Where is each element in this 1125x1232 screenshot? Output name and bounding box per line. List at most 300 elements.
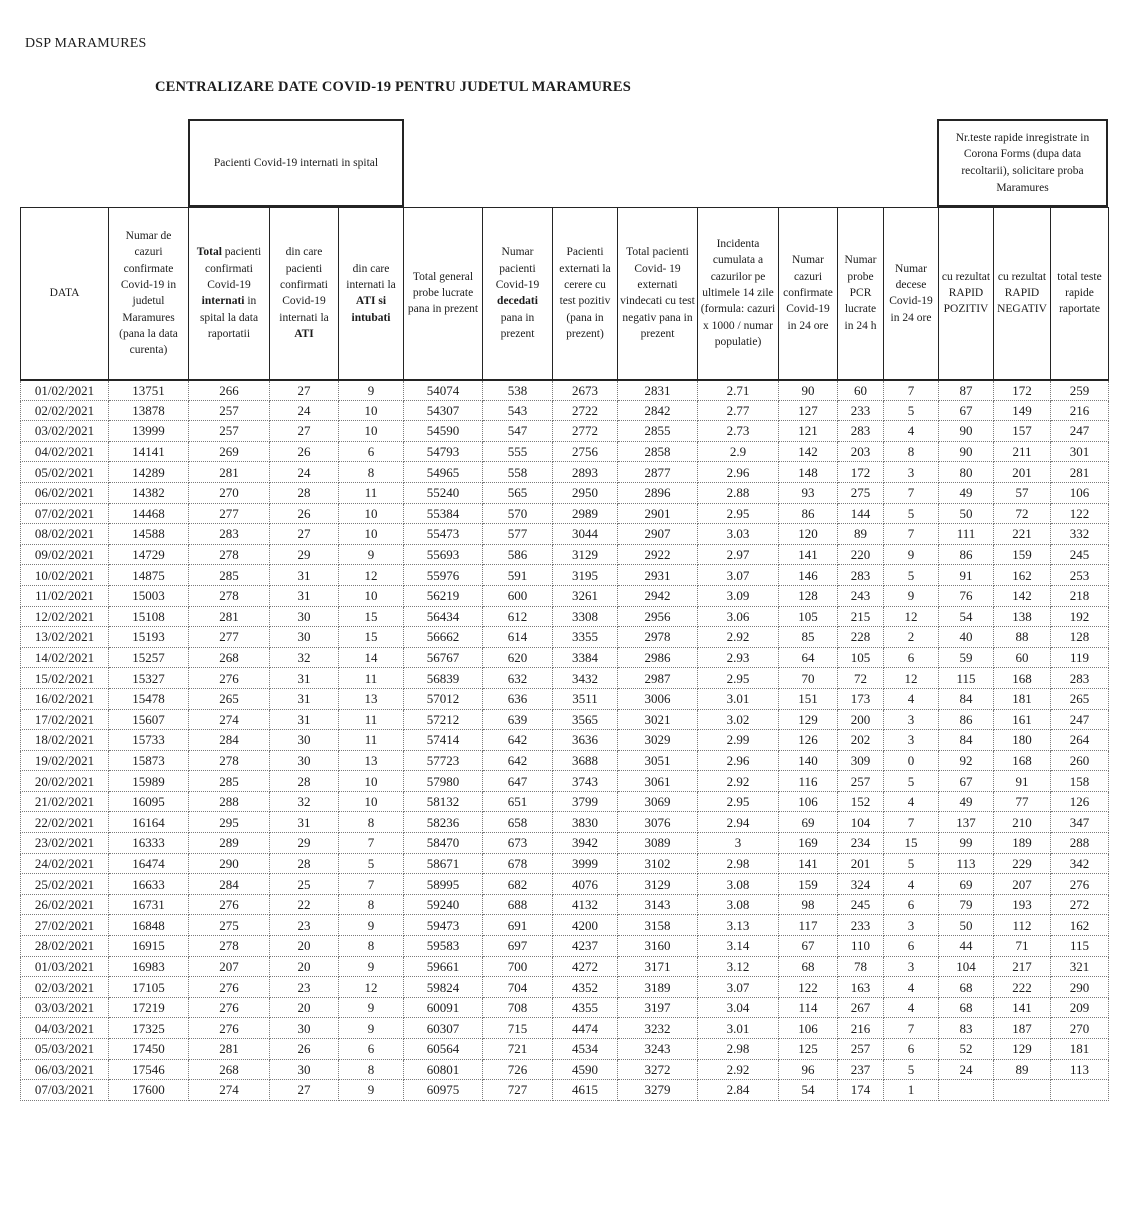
table-cell: 07/02/2021	[21, 503, 109, 524]
table-cell: 54965	[404, 462, 483, 483]
table-cell: 2877	[618, 462, 698, 483]
column-header: Numar de cazuri confirmate Covid-19 in judetul Maramures (pana la data curenta)	[109, 208, 189, 380]
table-cell: 2.88	[698, 482, 779, 503]
table-cell: 3.08	[698, 874, 779, 895]
table-cell: 257	[189, 421, 270, 442]
table-cell: 15327	[109, 668, 189, 689]
column-header: Total pacienti confirmati Covid-19 internati in spital la data raportatii	[189, 208, 270, 380]
table-cell: 189	[994, 833, 1051, 854]
table-cell: 60	[994, 647, 1051, 668]
table-cell: 4534	[553, 1039, 618, 1060]
table-cell: 27	[270, 380, 339, 401]
table-cell: 257	[189, 400, 270, 421]
table-cell: 56434	[404, 606, 483, 627]
table-cell: 20	[270, 997, 339, 1018]
table-cell	[1051, 1080, 1109, 1101]
table-cell: 2772	[553, 421, 618, 442]
table-cell: 10	[339, 791, 404, 812]
table-cell: 201	[838, 853, 884, 874]
table-cell: 59824	[404, 977, 483, 998]
table-cell: 269	[189, 441, 270, 462]
table-cell: 14141	[109, 441, 189, 462]
table-cell: 4	[884, 791, 939, 812]
table-cell: 68	[939, 977, 994, 998]
table-cell: 60564	[404, 1039, 483, 1060]
table-cell: 152	[838, 791, 884, 812]
table-cell: 10	[339, 771, 404, 792]
table-cell: 570	[483, 503, 553, 524]
table-cell: 8	[884, 441, 939, 462]
table-cell: 209	[1051, 997, 1109, 1018]
table-cell: 90	[779, 380, 838, 401]
table-cell: 3006	[618, 688, 698, 709]
table-cell: 3.12	[698, 956, 779, 977]
table-cell: 3029	[618, 730, 698, 751]
table-row	[21, 1059, 1109, 1080]
table-cell: 247	[1051, 709, 1109, 730]
column-header: Numar probe PCR lucrate in 24 h	[838, 208, 884, 380]
table-cell: 265	[1051, 688, 1109, 709]
table-cell: 673	[483, 833, 553, 854]
table-cell: 277	[189, 627, 270, 648]
table-cell: 148	[779, 462, 838, 483]
table-cell: 3688	[553, 750, 618, 771]
table-cell: 56219	[404, 585, 483, 606]
table-cell: 2.92	[698, 627, 779, 648]
table-cell: 142	[994, 585, 1051, 606]
table-cell: 21/02/2021	[21, 791, 109, 812]
table-cell: 2950	[553, 482, 618, 503]
table-cell: 203	[838, 441, 884, 462]
table-cell: 10	[339, 585, 404, 606]
table-cell: 3636	[553, 730, 618, 751]
table-cell: 84	[939, 730, 994, 751]
table-cell: 67	[939, 771, 994, 792]
table-cell: 281	[1051, 462, 1109, 483]
table-cell: 31	[270, 812, 339, 833]
table-cell: 31	[270, 709, 339, 730]
table-cell: 15193	[109, 627, 189, 648]
table-cell: 56662	[404, 627, 483, 648]
table-cell: 23	[270, 915, 339, 936]
table-cell: 215	[838, 606, 884, 627]
table-cell: 3129	[618, 874, 698, 895]
table-cell: 2931	[618, 565, 698, 586]
table-cell: 2956	[618, 606, 698, 627]
table-cell: 3197	[618, 997, 698, 1018]
table-cell: 3.01	[698, 1018, 779, 1039]
table-cell: 30	[270, 1059, 339, 1080]
table-cell: 726	[483, 1059, 553, 1080]
table-cell: 6	[339, 1039, 404, 1060]
table-cell: 17600	[109, 1080, 189, 1101]
table-cell: 25/02/2021	[21, 874, 109, 895]
table-cell: 3.03	[698, 524, 779, 545]
table-cell: 647	[483, 771, 553, 792]
table-cell: 57012	[404, 688, 483, 709]
table-row	[21, 421, 1109, 442]
table-cell: 2855	[618, 421, 698, 442]
table-cell: 05/02/2021	[21, 462, 109, 483]
table-cell: 10/02/2021	[21, 565, 109, 586]
table-cell: 32	[270, 791, 339, 812]
table-cell: 2893	[553, 462, 618, 483]
table-cell: 54074	[404, 380, 483, 401]
table-cell: 8	[339, 1059, 404, 1080]
table-cell: 688	[483, 894, 553, 915]
table-cell: 56767	[404, 647, 483, 668]
table-row	[21, 977, 1109, 998]
table-cell: 2978	[618, 627, 698, 648]
table-cell: 32	[270, 647, 339, 668]
table-cell: 9	[339, 1018, 404, 1039]
table-cell: 4272	[553, 956, 618, 977]
table-cell: 8	[339, 462, 404, 483]
table-cell: 278	[189, 750, 270, 771]
table-cell: 4076	[553, 874, 618, 895]
table-cell: 03/02/2021	[21, 421, 109, 442]
table-cell: 64	[779, 647, 838, 668]
table-cell: 639	[483, 709, 553, 730]
table-cell: 3232	[618, 1018, 698, 1039]
table-cell: 281	[189, 462, 270, 483]
table-cell: 112	[994, 915, 1051, 936]
table-cell: 26	[270, 441, 339, 462]
table-cell: 121	[779, 421, 838, 442]
table-cell: 15003	[109, 585, 189, 606]
table-cell: 2842	[618, 400, 698, 421]
table-cell: 233	[838, 400, 884, 421]
table-cell: 4	[884, 997, 939, 1018]
table-row	[21, 688, 1109, 709]
table-cell: 13	[339, 750, 404, 771]
table-cell: 543	[483, 400, 553, 421]
table-cell: 127	[779, 400, 838, 421]
table-cell: 22	[270, 894, 339, 915]
table-cell: 4352	[553, 977, 618, 998]
table-cell: 24	[270, 462, 339, 483]
table-cell: 4355	[553, 997, 618, 1018]
table-cell: 30	[270, 1018, 339, 1039]
table-cell: 284	[189, 874, 270, 895]
table-cell: 268	[189, 1059, 270, 1080]
table-cell: 30	[270, 730, 339, 751]
table-cell: 01/03/2021	[21, 956, 109, 977]
table-cell: 277	[189, 503, 270, 524]
table-cell: 7	[884, 1018, 939, 1039]
table-cell: 110	[838, 936, 884, 957]
table-cell: 57212	[404, 709, 483, 730]
table-cell: 30	[270, 627, 339, 648]
table-row	[21, 874, 1109, 895]
column-header: cu rezultat RAPID POZITIV	[939, 208, 994, 380]
group-header-hospital: Pacienti Covid-19 internati in spital	[188, 119, 404, 207]
table-cell: 72	[838, 668, 884, 689]
table-row	[21, 647, 1109, 668]
table-cell: 89	[994, 1059, 1051, 1080]
table-cell: 6	[884, 894, 939, 915]
table-cell: 3942	[553, 833, 618, 854]
table-cell: 122	[1051, 503, 1109, 524]
table-cell: 691	[483, 915, 553, 936]
table-cell: 162	[1051, 915, 1109, 936]
table-cell: 2922	[618, 544, 698, 565]
table-cell: 03/03/2021	[21, 997, 109, 1018]
table-cell: 11	[339, 668, 404, 689]
table-cell: 283	[838, 565, 884, 586]
table-cell: 30	[270, 606, 339, 627]
covid-data-table	[20, 207, 1109, 1101]
table-cell: 7	[884, 482, 939, 503]
table-cell: 555	[483, 441, 553, 462]
table-cell: 52	[939, 1039, 994, 1060]
table-cell: 10	[339, 421, 404, 442]
table-cell: 17450	[109, 1039, 189, 1060]
table-cell: 2673	[553, 380, 618, 401]
table-cell: 7	[339, 833, 404, 854]
table-cell: 2.9	[698, 441, 779, 462]
table-cell: 270	[1051, 1018, 1109, 1039]
table-cell: 259	[1051, 380, 1109, 401]
table-cell: 278	[189, 936, 270, 957]
table-cell: 24/02/2021	[21, 853, 109, 874]
table-cell: 106	[1051, 482, 1109, 503]
table-cell: 15478	[109, 688, 189, 709]
table-cell: 31	[270, 565, 339, 586]
table-cell: 08/02/2021	[21, 524, 109, 545]
table-cell: 2.99	[698, 730, 779, 751]
table-cell: 3999	[553, 853, 618, 874]
table-cell: 275	[189, 915, 270, 936]
table-cell: 144	[838, 503, 884, 524]
table-cell: 58132	[404, 791, 483, 812]
table-cell: 86	[779, 503, 838, 524]
table-cell: 70	[779, 668, 838, 689]
table-cell: 120	[779, 524, 838, 545]
table-cell: 20/02/2021	[21, 771, 109, 792]
table-cell: 332	[1051, 524, 1109, 545]
table-cell: 275	[838, 482, 884, 503]
table-cell: 274	[189, 1080, 270, 1101]
table-cell: 129	[779, 709, 838, 730]
table-cell: 5	[884, 400, 939, 421]
table-cell: 591	[483, 565, 553, 586]
table-row	[21, 750, 1109, 771]
table-cell: 01/02/2021	[21, 380, 109, 401]
table-cell: 15	[884, 833, 939, 854]
table-cell: 17325	[109, 1018, 189, 1039]
table-cell: 1	[884, 1080, 939, 1101]
table-cell: 28/02/2021	[21, 936, 109, 957]
table-cell: 5	[884, 503, 939, 524]
table-cell: 27	[270, 421, 339, 442]
table-cell: 86	[939, 544, 994, 565]
table-cell: 54590	[404, 421, 483, 442]
table-cell: 283	[1051, 668, 1109, 689]
table-row	[21, 441, 1109, 462]
table-cell: 57414	[404, 730, 483, 751]
table-cell: 57723	[404, 750, 483, 771]
table-cell: 3129	[553, 544, 618, 565]
table-cell: 200	[838, 709, 884, 730]
table-cell: 3195	[553, 565, 618, 586]
table-cell: 281	[189, 606, 270, 627]
table-cell: 15108	[109, 606, 189, 627]
table-row	[21, 1080, 1109, 1101]
table-cell: 80	[939, 462, 994, 483]
table-row	[21, 853, 1109, 874]
table-cell: 4	[884, 688, 939, 709]
table-cell: 301	[1051, 441, 1109, 462]
table-cell: 697	[483, 936, 553, 957]
table-cell: 700	[483, 956, 553, 977]
document-title: CENTRALIZARE DATE COVID-19 PENTRU JUDETUL MARAMURES	[155, 79, 631, 95]
table-row	[21, 936, 1109, 957]
table-cell: 264	[1051, 730, 1109, 751]
table-cell: 122	[779, 977, 838, 998]
table-cell: 59473	[404, 915, 483, 936]
table-cell: 92	[939, 750, 994, 771]
table-cell: 56839	[404, 668, 483, 689]
table-cell: 168	[994, 750, 1051, 771]
table-cell: 2.95	[698, 791, 779, 812]
table-cell: 31	[270, 585, 339, 606]
table-row	[21, 627, 1109, 648]
table-cell: 55473	[404, 524, 483, 545]
table-cell: 276	[189, 977, 270, 998]
table-cell: 67	[939, 400, 994, 421]
table-cell: 2.77	[698, 400, 779, 421]
table-cell: 283	[189, 524, 270, 545]
table-cell: 243	[838, 585, 884, 606]
table-cell: 632	[483, 668, 553, 689]
column-header: Numar pacienti Covid-19 decedati pana in prezent	[483, 208, 553, 380]
table-cell: 222	[994, 977, 1051, 998]
table-cell: 201	[994, 462, 1051, 483]
table-cell: 715	[483, 1018, 553, 1039]
table-cell: 682	[483, 874, 553, 895]
table-cell	[939, 1080, 994, 1101]
table-row	[21, 544, 1109, 565]
table-cell: 31	[270, 688, 339, 709]
table-cell: 142	[779, 441, 838, 462]
table-cell: 28	[270, 771, 339, 792]
table-cell: 3	[884, 915, 939, 936]
table-cell: 27	[270, 1080, 339, 1101]
table-cell: 3158	[618, 915, 698, 936]
table-cell: 276	[189, 668, 270, 689]
table-cell: 3	[698, 833, 779, 854]
table-cell: 25	[270, 874, 339, 895]
table-cell: 54793	[404, 441, 483, 462]
table-cell: 22/02/2021	[21, 812, 109, 833]
table-cell: 2722	[553, 400, 618, 421]
table-cell: 163	[838, 977, 884, 998]
table-cell: 3051	[618, 750, 698, 771]
table-cell: 288	[189, 791, 270, 812]
table-cell: 218	[1051, 585, 1109, 606]
table-cell: 60307	[404, 1018, 483, 1039]
table-cell: 26	[270, 503, 339, 524]
table-cell: 44	[939, 936, 994, 957]
table-cell: 342	[1051, 853, 1109, 874]
table-cell: 72	[994, 503, 1051, 524]
table-cell: 19/02/2021	[21, 750, 109, 771]
table-cell: 324	[838, 874, 884, 895]
table-cell: 114	[779, 997, 838, 1018]
table-cell: 11	[339, 730, 404, 751]
table-cell: 229	[994, 853, 1051, 874]
table-cell: 6	[884, 647, 939, 668]
table-cell: 06/03/2021	[21, 1059, 109, 1080]
table-cell: 3565	[553, 709, 618, 730]
table-cell: 02/03/2021	[21, 977, 109, 998]
table-cell: 283	[838, 421, 884, 442]
table-cell: 3272	[618, 1059, 698, 1080]
table-cell	[994, 1080, 1051, 1101]
column-header: Numar cazuri confirmate Covid-19 in 24 ore	[779, 208, 838, 380]
table-cell: 59240	[404, 894, 483, 915]
table-cell: 289	[189, 833, 270, 854]
table-cell: 12	[339, 565, 404, 586]
table-cell: 565	[483, 482, 553, 503]
table-cell: 7	[884, 380, 939, 401]
table-cell: 614	[483, 627, 553, 648]
table-cell: 10	[339, 524, 404, 545]
table-cell: 29	[270, 544, 339, 565]
table-cell: 3061	[618, 771, 698, 792]
table-cell: 2.94	[698, 812, 779, 833]
table-row	[21, 503, 1109, 524]
table-row	[21, 606, 1109, 627]
table-cell: 228	[838, 627, 884, 648]
table-cell: 59583	[404, 936, 483, 957]
table-cell: 91	[994, 771, 1051, 792]
table-cell: 16095	[109, 791, 189, 812]
table-cell: 09/02/2021	[21, 544, 109, 565]
table-cell: 6	[884, 1039, 939, 1060]
table-cell: 3261	[553, 585, 618, 606]
table-cell: 3.02	[698, 709, 779, 730]
table-cell: 181	[994, 688, 1051, 709]
table-cell: 86	[939, 709, 994, 730]
table-cell: 2831	[618, 380, 698, 401]
table-cell: 68	[779, 956, 838, 977]
table-cell: 3830	[553, 812, 618, 833]
table-cell: 26	[270, 1039, 339, 1060]
table-cell: 14875	[109, 565, 189, 586]
table-cell: 12/02/2021	[21, 606, 109, 627]
table-cell: 23	[270, 977, 339, 998]
table-cell: 27	[270, 524, 339, 545]
table-cell: 3076	[618, 812, 698, 833]
table-cell: 276	[189, 894, 270, 915]
table-row	[21, 812, 1109, 833]
table-cell: 233	[838, 915, 884, 936]
table-cell: 89	[838, 524, 884, 545]
table-cell: 2987	[618, 668, 698, 689]
table-cell: 216	[1051, 400, 1109, 421]
table-cell: 2986	[618, 647, 698, 668]
table-cell: 9	[339, 1080, 404, 1101]
table-cell: 4590	[553, 1059, 618, 1080]
table-cell: 104	[939, 956, 994, 977]
table-cell: 04/03/2021	[21, 1018, 109, 1039]
table-cell: 27/02/2021	[21, 915, 109, 936]
table-cell: 268	[189, 647, 270, 668]
table-cell: 276	[1051, 874, 1109, 895]
table-cell: 257	[838, 1039, 884, 1060]
